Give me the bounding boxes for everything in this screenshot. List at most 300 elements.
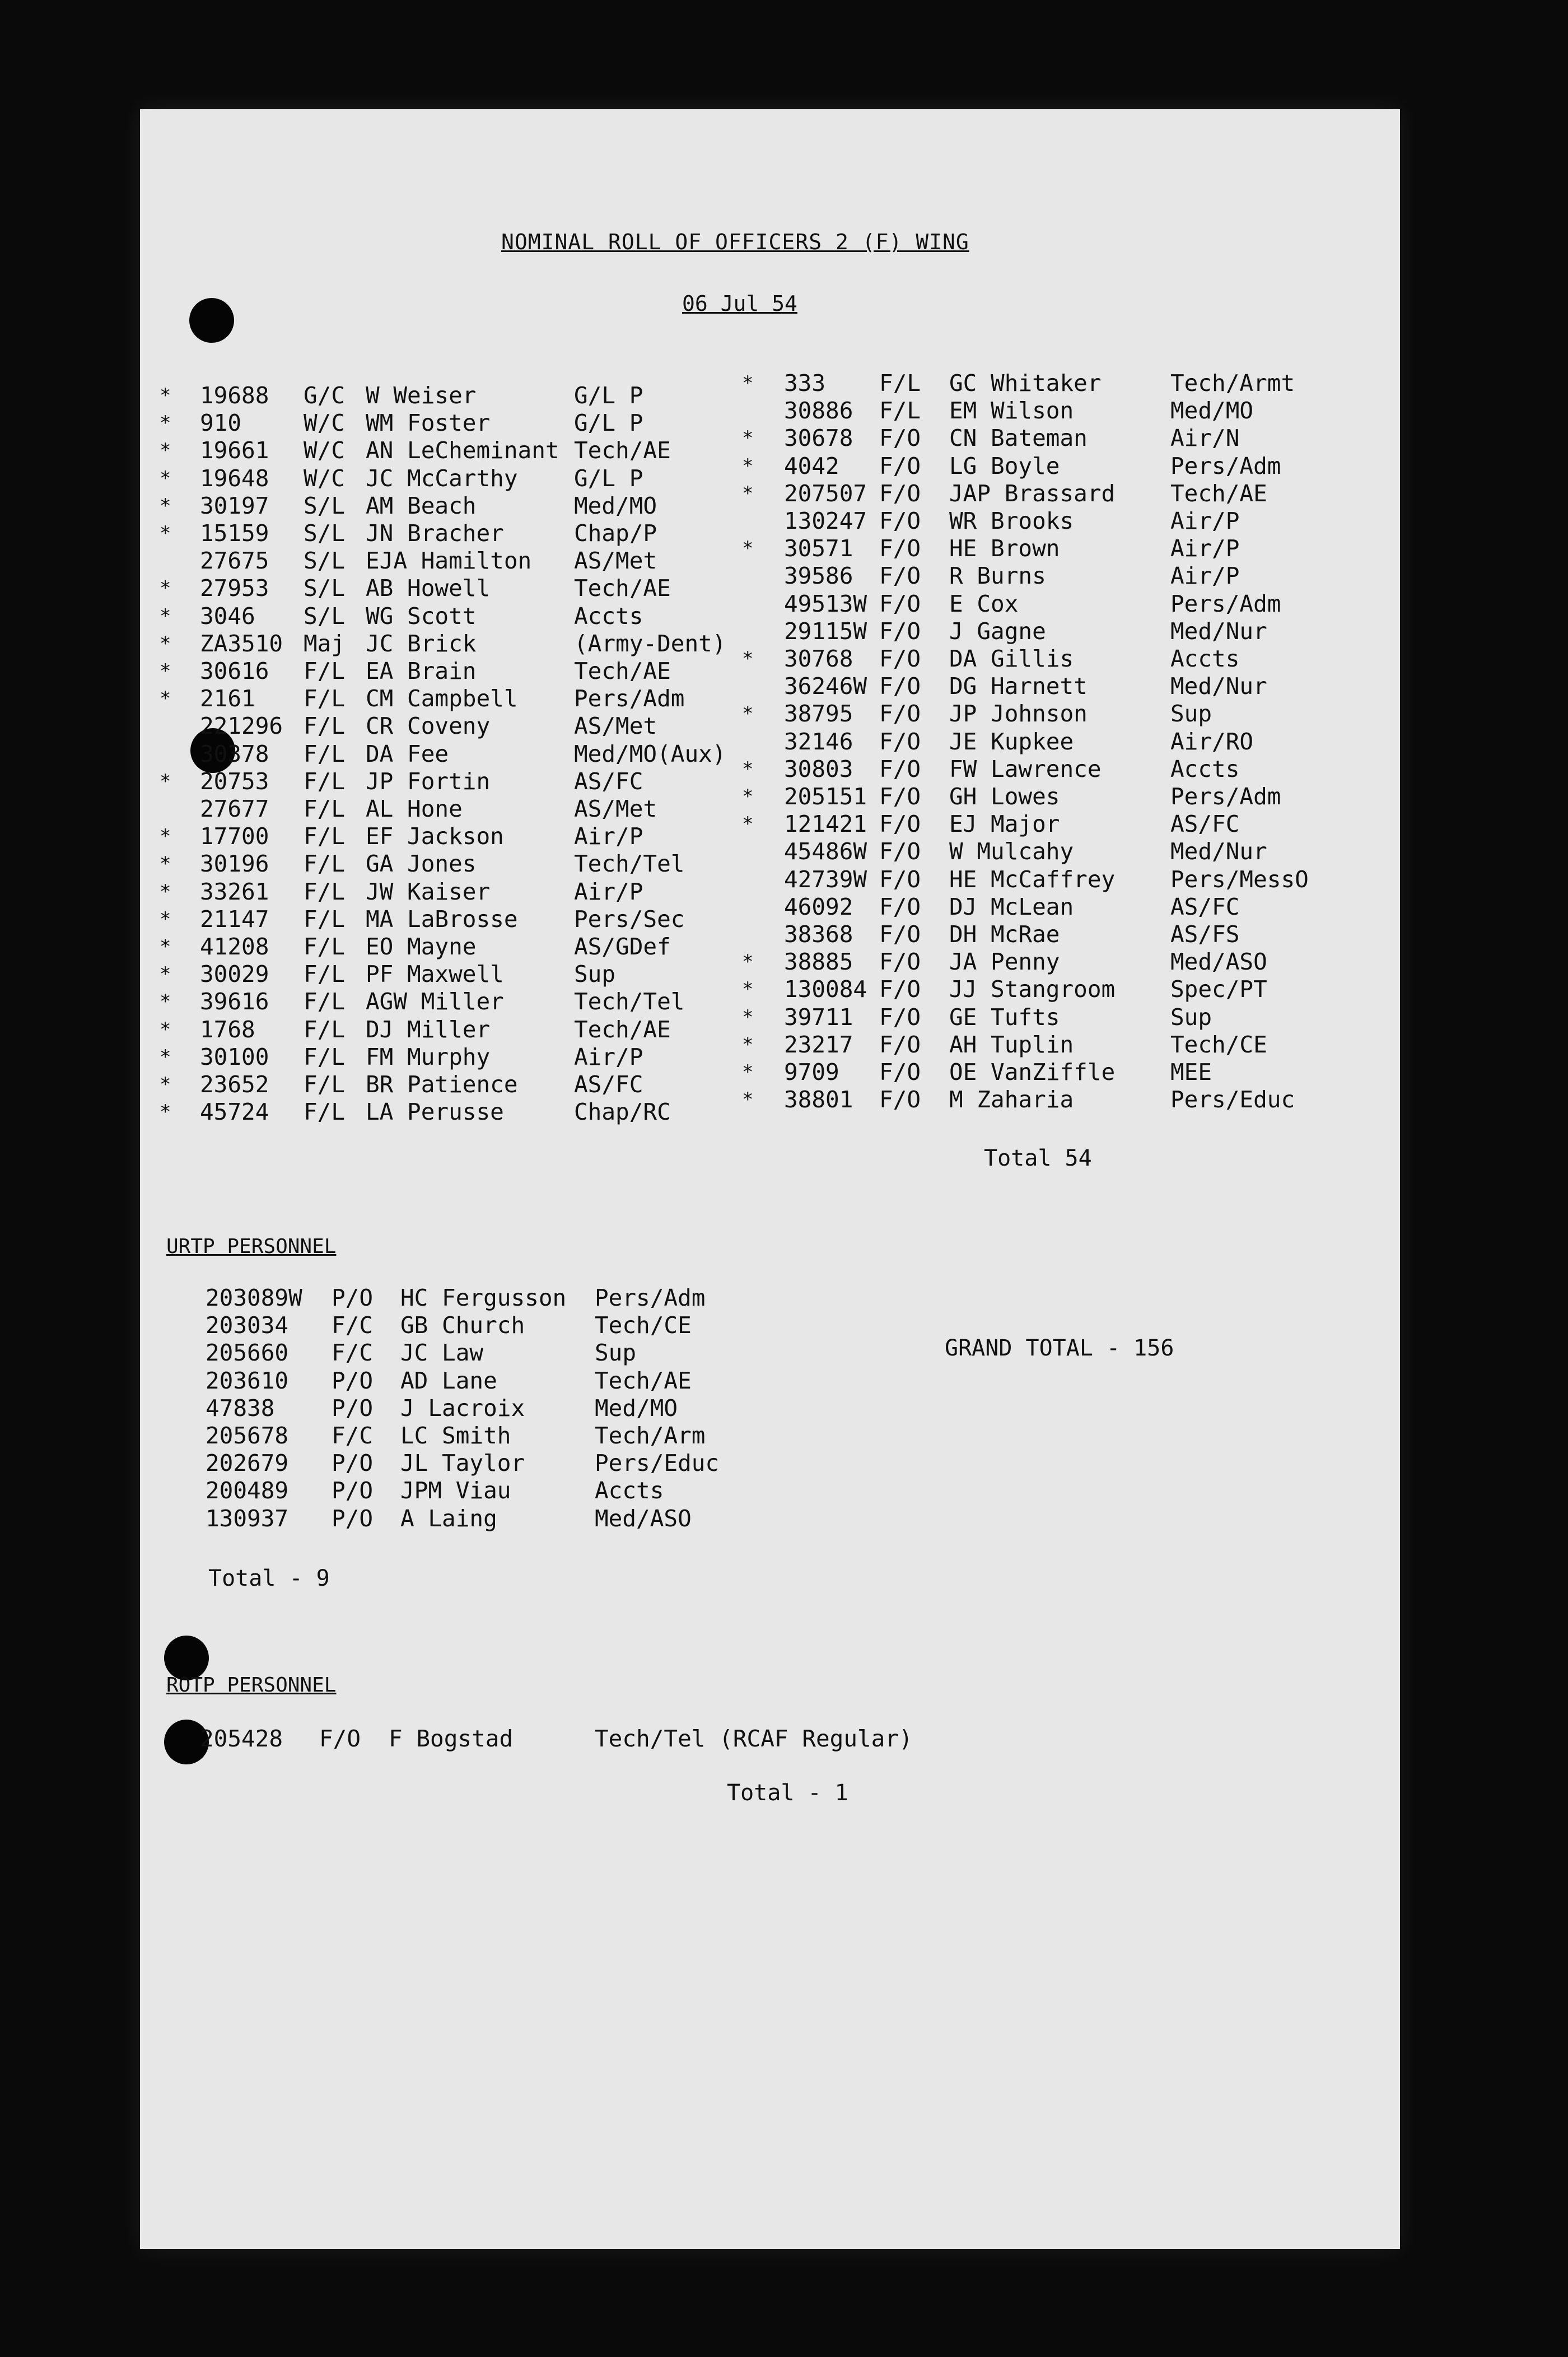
urtp-rank: P/O xyxy=(332,1367,374,1394)
officer-name: LG Boyle xyxy=(949,452,1060,479)
officer-number: 49513W xyxy=(784,590,867,617)
officer-number: 221296 xyxy=(200,712,283,740)
officer-name: J Gagne xyxy=(949,617,1046,645)
officer-number: 30197 xyxy=(200,492,269,519)
officer-branch: AS/FC xyxy=(1170,893,1240,920)
officer-row xyxy=(160,658,776,685)
officer-number: 19648 xyxy=(200,464,269,492)
officer-rank: F/O xyxy=(879,755,921,782)
urtp-branch: Accts xyxy=(595,1477,664,1504)
officer-branch: MEE xyxy=(1170,1059,1212,1086)
officer-rank: F/O xyxy=(879,1086,921,1114)
officer-number: 333 xyxy=(784,370,826,397)
officer-row xyxy=(742,976,1358,1003)
officer-branch: G/L P xyxy=(574,409,643,437)
officer-rank: Maj xyxy=(304,630,346,657)
officer-name: HE McCaffrey xyxy=(949,865,1116,893)
officer-row xyxy=(160,409,776,437)
officer-rank: S/L xyxy=(304,520,346,547)
urtp-row xyxy=(206,1367,766,1395)
urtp-name: JC Law xyxy=(400,1339,484,1367)
officer-star: * xyxy=(160,1073,171,1096)
officer-star: * xyxy=(160,384,171,407)
officer-name: W Weiser xyxy=(366,382,477,409)
officer-name: MA LaBrosse xyxy=(366,905,518,933)
urtp-number: 200489 xyxy=(206,1477,289,1504)
officer-rank: F/L xyxy=(304,823,346,850)
officer-name: JAP Brassard xyxy=(949,479,1116,507)
officer-rank: F/L xyxy=(304,1098,346,1126)
officer-branch: Accts xyxy=(1170,755,1240,782)
officer-star: * xyxy=(160,577,171,600)
officer-star: * xyxy=(742,427,754,450)
officer-number: 30678 xyxy=(784,425,853,452)
officer-name: WR Brooks xyxy=(949,507,1074,534)
officer-rank: F/O xyxy=(879,645,921,672)
officer-number: 30100 xyxy=(200,1043,269,1070)
officer-row xyxy=(742,507,1358,535)
officer-number: 3046 xyxy=(200,602,255,630)
officer-name: AGW Miller xyxy=(366,988,504,1016)
officer-row xyxy=(742,645,1358,673)
officer-branch: Tech/Tel xyxy=(574,988,685,1016)
officer-star: * xyxy=(742,757,754,780)
urtp-total: Total - 9 xyxy=(208,1566,330,1591)
officer-number: 41208 xyxy=(200,933,269,960)
officer-number: 30616 xyxy=(200,658,269,684)
officer-rank: F/O xyxy=(879,673,921,700)
officer-rank: F/L xyxy=(304,1016,346,1043)
officer-row xyxy=(160,878,776,906)
officer-branch: Chap/RC xyxy=(574,1098,671,1126)
urtp-name: JPM Viau xyxy=(400,1477,511,1504)
officer-number: 38885 xyxy=(784,948,853,976)
officer-row xyxy=(160,520,776,547)
officer-rank: W/C xyxy=(304,464,346,492)
officer-branch: Med/Nur xyxy=(1170,673,1267,700)
officer-name: AH Tuplin xyxy=(949,1031,1074,1058)
urtp-name: LC Smith xyxy=(400,1422,511,1449)
officer-branch: Pers/Adm xyxy=(1170,783,1281,810)
officer-number: 29115W xyxy=(784,617,867,645)
officer-rank: F/L xyxy=(304,795,346,822)
officer-branch: Air/RO xyxy=(1170,728,1254,755)
officer-branch: Med/Nur xyxy=(1170,838,1267,865)
officer-row xyxy=(160,850,776,878)
officer-number: 19688 xyxy=(200,382,269,409)
officer-row xyxy=(160,547,776,575)
officer-row xyxy=(742,370,1358,397)
officer-row xyxy=(742,921,1358,948)
officer-star: * xyxy=(160,687,171,710)
officer-name: OE VanZiffle xyxy=(949,1059,1116,1086)
officer-branch: Accts xyxy=(1170,645,1240,672)
urtp-name: AD Lane xyxy=(400,1367,497,1394)
officer-rank: F/L xyxy=(304,767,346,795)
officer-branch: Med/MO xyxy=(1170,397,1254,425)
officer-row xyxy=(742,562,1358,590)
officer-row xyxy=(160,575,776,602)
officer-name: JE Kupkee xyxy=(949,728,1074,755)
officer-name: DG Harnett xyxy=(949,673,1088,700)
officer-star: * xyxy=(160,880,171,903)
officer-row xyxy=(742,810,1358,838)
officer-name: JC Brick xyxy=(366,630,477,657)
officer-name: HE Brown xyxy=(949,535,1060,562)
officer-name: AL Hone xyxy=(366,795,463,822)
rotp-rank: F/O xyxy=(319,1725,361,1752)
officer-rank: F/O xyxy=(879,700,921,728)
officer-star: * xyxy=(742,978,754,1001)
officer-branch: Med/MO(Aux) xyxy=(574,740,726,767)
urtp-branch: Pers/Adm xyxy=(595,1284,706,1311)
officer-rank: F/L xyxy=(304,961,346,988)
urtp-branch: Sup xyxy=(595,1339,637,1367)
officer-name: EJA Hamilton xyxy=(366,547,532,575)
officer-number: 23652 xyxy=(200,1071,269,1098)
officer-name: WG Scott xyxy=(366,602,477,630)
urtp-branch: Tech/Arm xyxy=(595,1422,706,1449)
officer-row xyxy=(742,1086,1358,1114)
officer-name: CM Campbell xyxy=(366,685,518,712)
officer-name: JA Penny xyxy=(949,948,1060,976)
urtp-heading: URTP PERSONNEL xyxy=(166,1235,337,1258)
officer-branch: Tech/AE xyxy=(574,658,671,684)
officer-branch: Sup xyxy=(574,961,616,988)
officer-row xyxy=(742,783,1358,810)
officer-rank: F/O xyxy=(879,507,921,534)
officer-star: * xyxy=(160,770,171,793)
officer-star: * xyxy=(742,951,754,973)
officer-branch: Med/ASO xyxy=(1170,948,1267,976)
urtp-row xyxy=(206,1477,766,1504)
officer-row xyxy=(160,740,776,768)
officer-name: R Burns xyxy=(949,562,1046,590)
officer-rank: F/O xyxy=(879,810,921,838)
officer-number: 23217 xyxy=(784,1031,853,1058)
urtp-number: 205678 xyxy=(206,1422,289,1449)
officer-name: EJ Major xyxy=(949,810,1060,838)
officer-row xyxy=(160,382,776,409)
officer-rank: F/L xyxy=(304,933,346,960)
officer-number: 30378 xyxy=(200,740,269,767)
officer-star: * xyxy=(742,813,754,836)
document-date: 06 Jul 54 xyxy=(682,291,797,316)
officer-name: GE Tufts xyxy=(949,1003,1060,1031)
officer-row xyxy=(742,480,1358,507)
officer-number: 39711 xyxy=(784,1003,853,1031)
officer-number: 30768 xyxy=(784,645,853,672)
officer-star: * xyxy=(160,632,171,655)
officer-rank: F/O xyxy=(879,728,921,755)
officer-number: 30571 xyxy=(784,535,853,562)
officer-number: 46092 xyxy=(784,893,853,920)
rotp-total: Total - 1 xyxy=(727,1780,848,1806)
officer-rank: F/O xyxy=(879,590,921,617)
officer-row xyxy=(160,1016,776,1044)
officer-branch: Tech/Tel xyxy=(574,850,685,878)
officer-star: * xyxy=(742,1033,754,1056)
urtp-rank: F/C xyxy=(332,1339,374,1367)
officer-rank: S/L xyxy=(304,602,346,630)
officer-rank: F/L xyxy=(304,1043,346,1070)
rotp-number: 205428 xyxy=(200,1725,283,1752)
officer-row xyxy=(742,893,1358,921)
officer-number: 1768 xyxy=(200,1016,255,1043)
officer-name: JP Johnson xyxy=(949,700,1088,728)
officer-branch: AS/GDef xyxy=(574,933,671,960)
officer-row xyxy=(160,712,776,740)
officer-row xyxy=(742,838,1358,865)
officer-branch: Med/MO xyxy=(574,492,657,519)
officer-star: * xyxy=(742,1061,754,1083)
officer-star: * xyxy=(160,1101,171,1124)
officer-name: JW Kaiser xyxy=(366,878,491,905)
officer-branch: AS/FC xyxy=(574,767,643,795)
officer-row xyxy=(742,673,1358,700)
urtp-row xyxy=(206,1312,766,1339)
urtp-name: JL Taylor xyxy=(400,1450,525,1477)
officer-row xyxy=(160,933,776,961)
officer-row xyxy=(160,630,776,658)
officer-branch: AS/Met xyxy=(574,712,657,740)
officer-branch: Tech/AE xyxy=(574,575,671,602)
urtp-row xyxy=(206,1422,766,1450)
officer-star: * xyxy=(742,537,754,560)
officer-number: 205151 xyxy=(784,783,867,810)
officer-number: 2161 xyxy=(200,685,255,712)
urtp-row xyxy=(206,1505,766,1532)
officer-number: 4042 xyxy=(784,452,839,479)
officer-star: * xyxy=(160,853,171,875)
officer-name: GA Jones xyxy=(366,850,477,878)
officer-rank: S/L xyxy=(304,492,346,519)
officer-rank: F/L xyxy=(304,658,346,684)
officer-star: * xyxy=(742,1005,754,1028)
officer-name: AM Beach xyxy=(366,492,477,519)
officer-branch: Air/P xyxy=(1170,562,1240,590)
officer-branch: Air/P xyxy=(574,823,643,850)
officer-star: * xyxy=(160,990,171,1013)
officer-rank: F/O xyxy=(879,865,921,893)
urtp-row xyxy=(206,1339,766,1367)
urtp-number: 203034 xyxy=(206,1312,289,1339)
officer-number: 9709 xyxy=(784,1059,839,1086)
officer-number: 130247 xyxy=(784,507,867,534)
officer-star: * xyxy=(742,482,754,505)
officer-star: * xyxy=(160,660,171,682)
urtp-number: 205660 xyxy=(206,1339,289,1367)
officer-row xyxy=(742,1004,1358,1031)
officer-name: BR Patience xyxy=(366,1071,518,1098)
officer-number: 30803 xyxy=(784,755,853,782)
rotp-heading: ROTP PERSONNEL xyxy=(166,1674,337,1697)
officer-branch: AS/Met xyxy=(574,795,657,822)
urtp-rank: P/O xyxy=(332,1477,374,1504)
officer-number: 42739W xyxy=(784,865,867,893)
urtp-branch: Med/ASO xyxy=(595,1504,692,1532)
officer-branch: (Army-Dent) xyxy=(574,630,726,657)
officer-branch: Pers/Adm xyxy=(1170,590,1281,617)
officer-star: * xyxy=(742,372,754,394)
officer-row xyxy=(160,1044,776,1071)
officer-name: E Cox xyxy=(949,590,1019,617)
officer-branch: Air/P xyxy=(574,878,643,905)
officer-rank: F/O xyxy=(879,948,921,976)
officer-number: 130084 xyxy=(784,976,867,1003)
officer-star: * xyxy=(742,785,754,808)
officer-number: 21147 xyxy=(200,905,269,933)
officer-branch: Tech/Armt xyxy=(1170,370,1295,397)
officer-rank: W/C xyxy=(304,409,346,437)
officer-branch: Tech/CE xyxy=(1170,1031,1267,1058)
rotp-row xyxy=(200,1725,984,1753)
officer-name: JJ Stangroom xyxy=(949,976,1116,1003)
officer-rank: F/O xyxy=(879,425,921,452)
officer-row xyxy=(742,453,1358,480)
urtp-rank: F/C xyxy=(332,1422,374,1449)
officer-branch: G/L P xyxy=(574,382,643,409)
officer-name: CR Coveny xyxy=(366,712,491,740)
officer-number: 910 xyxy=(200,409,242,437)
officer-branch: Chap/P xyxy=(574,520,657,547)
officer-rank: F/L xyxy=(879,370,921,397)
officer-row xyxy=(160,795,776,823)
urtp-rank: F/C xyxy=(332,1312,374,1339)
officer-star: * xyxy=(742,1088,754,1111)
officer-row xyxy=(742,948,1358,976)
officer-row xyxy=(742,866,1358,893)
officer-rank: F/L xyxy=(304,1071,346,1098)
officer-number: 38801 xyxy=(784,1086,853,1114)
officer-row xyxy=(160,988,776,1016)
officer-number: 36246W xyxy=(784,673,867,700)
officer-star: * xyxy=(160,439,171,462)
urtp-row xyxy=(206,1284,766,1312)
officer-branch: Pers/Educ xyxy=(1170,1086,1295,1114)
officer-row xyxy=(160,1098,776,1126)
officer-row xyxy=(160,437,776,464)
officer-rank: F/O xyxy=(879,976,921,1003)
urtp-rank: P/O xyxy=(332,1504,374,1532)
officer-branch: Air/P xyxy=(1170,507,1240,534)
officer-row xyxy=(160,465,776,492)
officer-name: EO Mayne xyxy=(366,933,477,960)
urtp-name: A Laing xyxy=(400,1504,497,1532)
officer-name: DJ McLean xyxy=(949,893,1074,920)
urtp-row xyxy=(206,1395,766,1422)
officer-branch: Pers/MessO xyxy=(1170,865,1309,893)
officer-name: FM Murphy xyxy=(366,1043,491,1070)
urtp-rank: P/O xyxy=(332,1284,374,1311)
officer-number: 38795 xyxy=(784,700,853,728)
officer-name: DH McRae xyxy=(949,921,1060,948)
officer-number: 27675 xyxy=(200,547,269,575)
officer-rank: F/O xyxy=(879,783,921,810)
officer-rank: F/L xyxy=(304,685,346,712)
officer-row xyxy=(742,728,1358,756)
officer-rank: F/O xyxy=(879,562,921,590)
urtp-rank: P/O xyxy=(332,1450,374,1477)
officer-number: 19661 xyxy=(200,437,269,464)
officer-row xyxy=(742,535,1358,562)
officer-star: * xyxy=(742,648,754,670)
officer-number: 27953 xyxy=(200,575,269,602)
officer-name: AB Howell xyxy=(366,575,491,602)
officer-row xyxy=(160,906,776,933)
officer-row xyxy=(160,1071,776,1098)
officer-number: 27677 xyxy=(200,795,269,822)
officer-row xyxy=(160,603,776,630)
officer-rank: F/L xyxy=(879,397,921,425)
officer-number: 20753 xyxy=(200,767,269,795)
officer-star: * xyxy=(160,604,171,627)
officer-star: * xyxy=(160,467,171,490)
officer-row xyxy=(160,685,776,712)
officer-star: * xyxy=(160,1045,171,1068)
urtp-branch: Tech/CE xyxy=(595,1312,692,1339)
officer-name: W Mulcahy xyxy=(949,838,1074,865)
officer-branch: G/L P xyxy=(574,464,643,492)
officer-row xyxy=(160,768,776,795)
officer-star: * xyxy=(160,494,171,517)
officer-row xyxy=(742,590,1358,618)
urtp-number: 203089W xyxy=(206,1284,302,1311)
officer-name: CN Bateman xyxy=(949,425,1088,452)
officer-rank: F/O xyxy=(879,452,921,479)
officer-name: LA Perusse xyxy=(366,1098,504,1126)
officer-branch: AS/FS xyxy=(1170,921,1240,948)
officer-number: 39586 xyxy=(784,562,853,590)
officer-number: 32146 xyxy=(784,728,853,755)
officer-branch: Air/N xyxy=(1170,425,1240,452)
rotp-name: F Bogstad xyxy=(389,1725,514,1752)
officer-number: 38368 xyxy=(784,921,853,948)
officer-branch: AS/Met xyxy=(574,547,657,575)
grand-total: GRAND TOTAL - 156 xyxy=(945,1335,1174,1361)
rotp-branch: Tech/Tel (RCAF Regular) xyxy=(595,1725,913,1752)
officer-branch: Spec/PT xyxy=(1170,976,1267,1003)
officer-row xyxy=(742,756,1358,783)
officer-rank: F/L xyxy=(304,905,346,933)
officer-row xyxy=(742,618,1358,645)
officer-row xyxy=(742,1059,1358,1086)
officer-name: PF Maxwell xyxy=(366,961,504,988)
officer-name: EF Jackson xyxy=(366,823,504,850)
urtp-number: 203610 xyxy=(206,1367,289,1394)
officer-number: 17700 xyxy=(200,823,269,850)
officer-branch: Pers/Sec xyxy=(574,905,685,933)
officer-name: AN LeCheminant xyxy=(366,437,559,464)
officer-row xyxy=(742,1031,1358,1059)
officer-rank: F/O xyxy=(879,535,921,562)
officer-branch: Sup xyxy=(1170,700,1212,728)
urtp-number: 202679 xyxy=(206,1450,289,1477)
officer-star: * xyxy=(160,907,171,930)
officer-name: DJ Miller xyxy=(366,1016,491,1043)
officer-name: JP Fortin xyxy=(366,767,491,795)
officer-branch: Pers/Adm xyxy=(1170,452,1281,479)
officer-name: DA Gillis xyxy=(949,645,1074,672)
officer-branch: Tech/AE xyxy=(1170,479,1267,507)
officer-rank: F/O xyxy=(879,617,921,645)
officer-number: 30029 xyxy=(200,961,269,988)
urtp-branch: Tech/AE xyxy=(595,1367,692,1394)
officer-row xyxy=(742,700,1358,728)
officer-branch: AS/FC xyxy=(1170,810,1240,838)
officer-number: 45486W xyxy=(784,838,867,865)
officer-rank: S/L xyxy=(304,547,346,575)
